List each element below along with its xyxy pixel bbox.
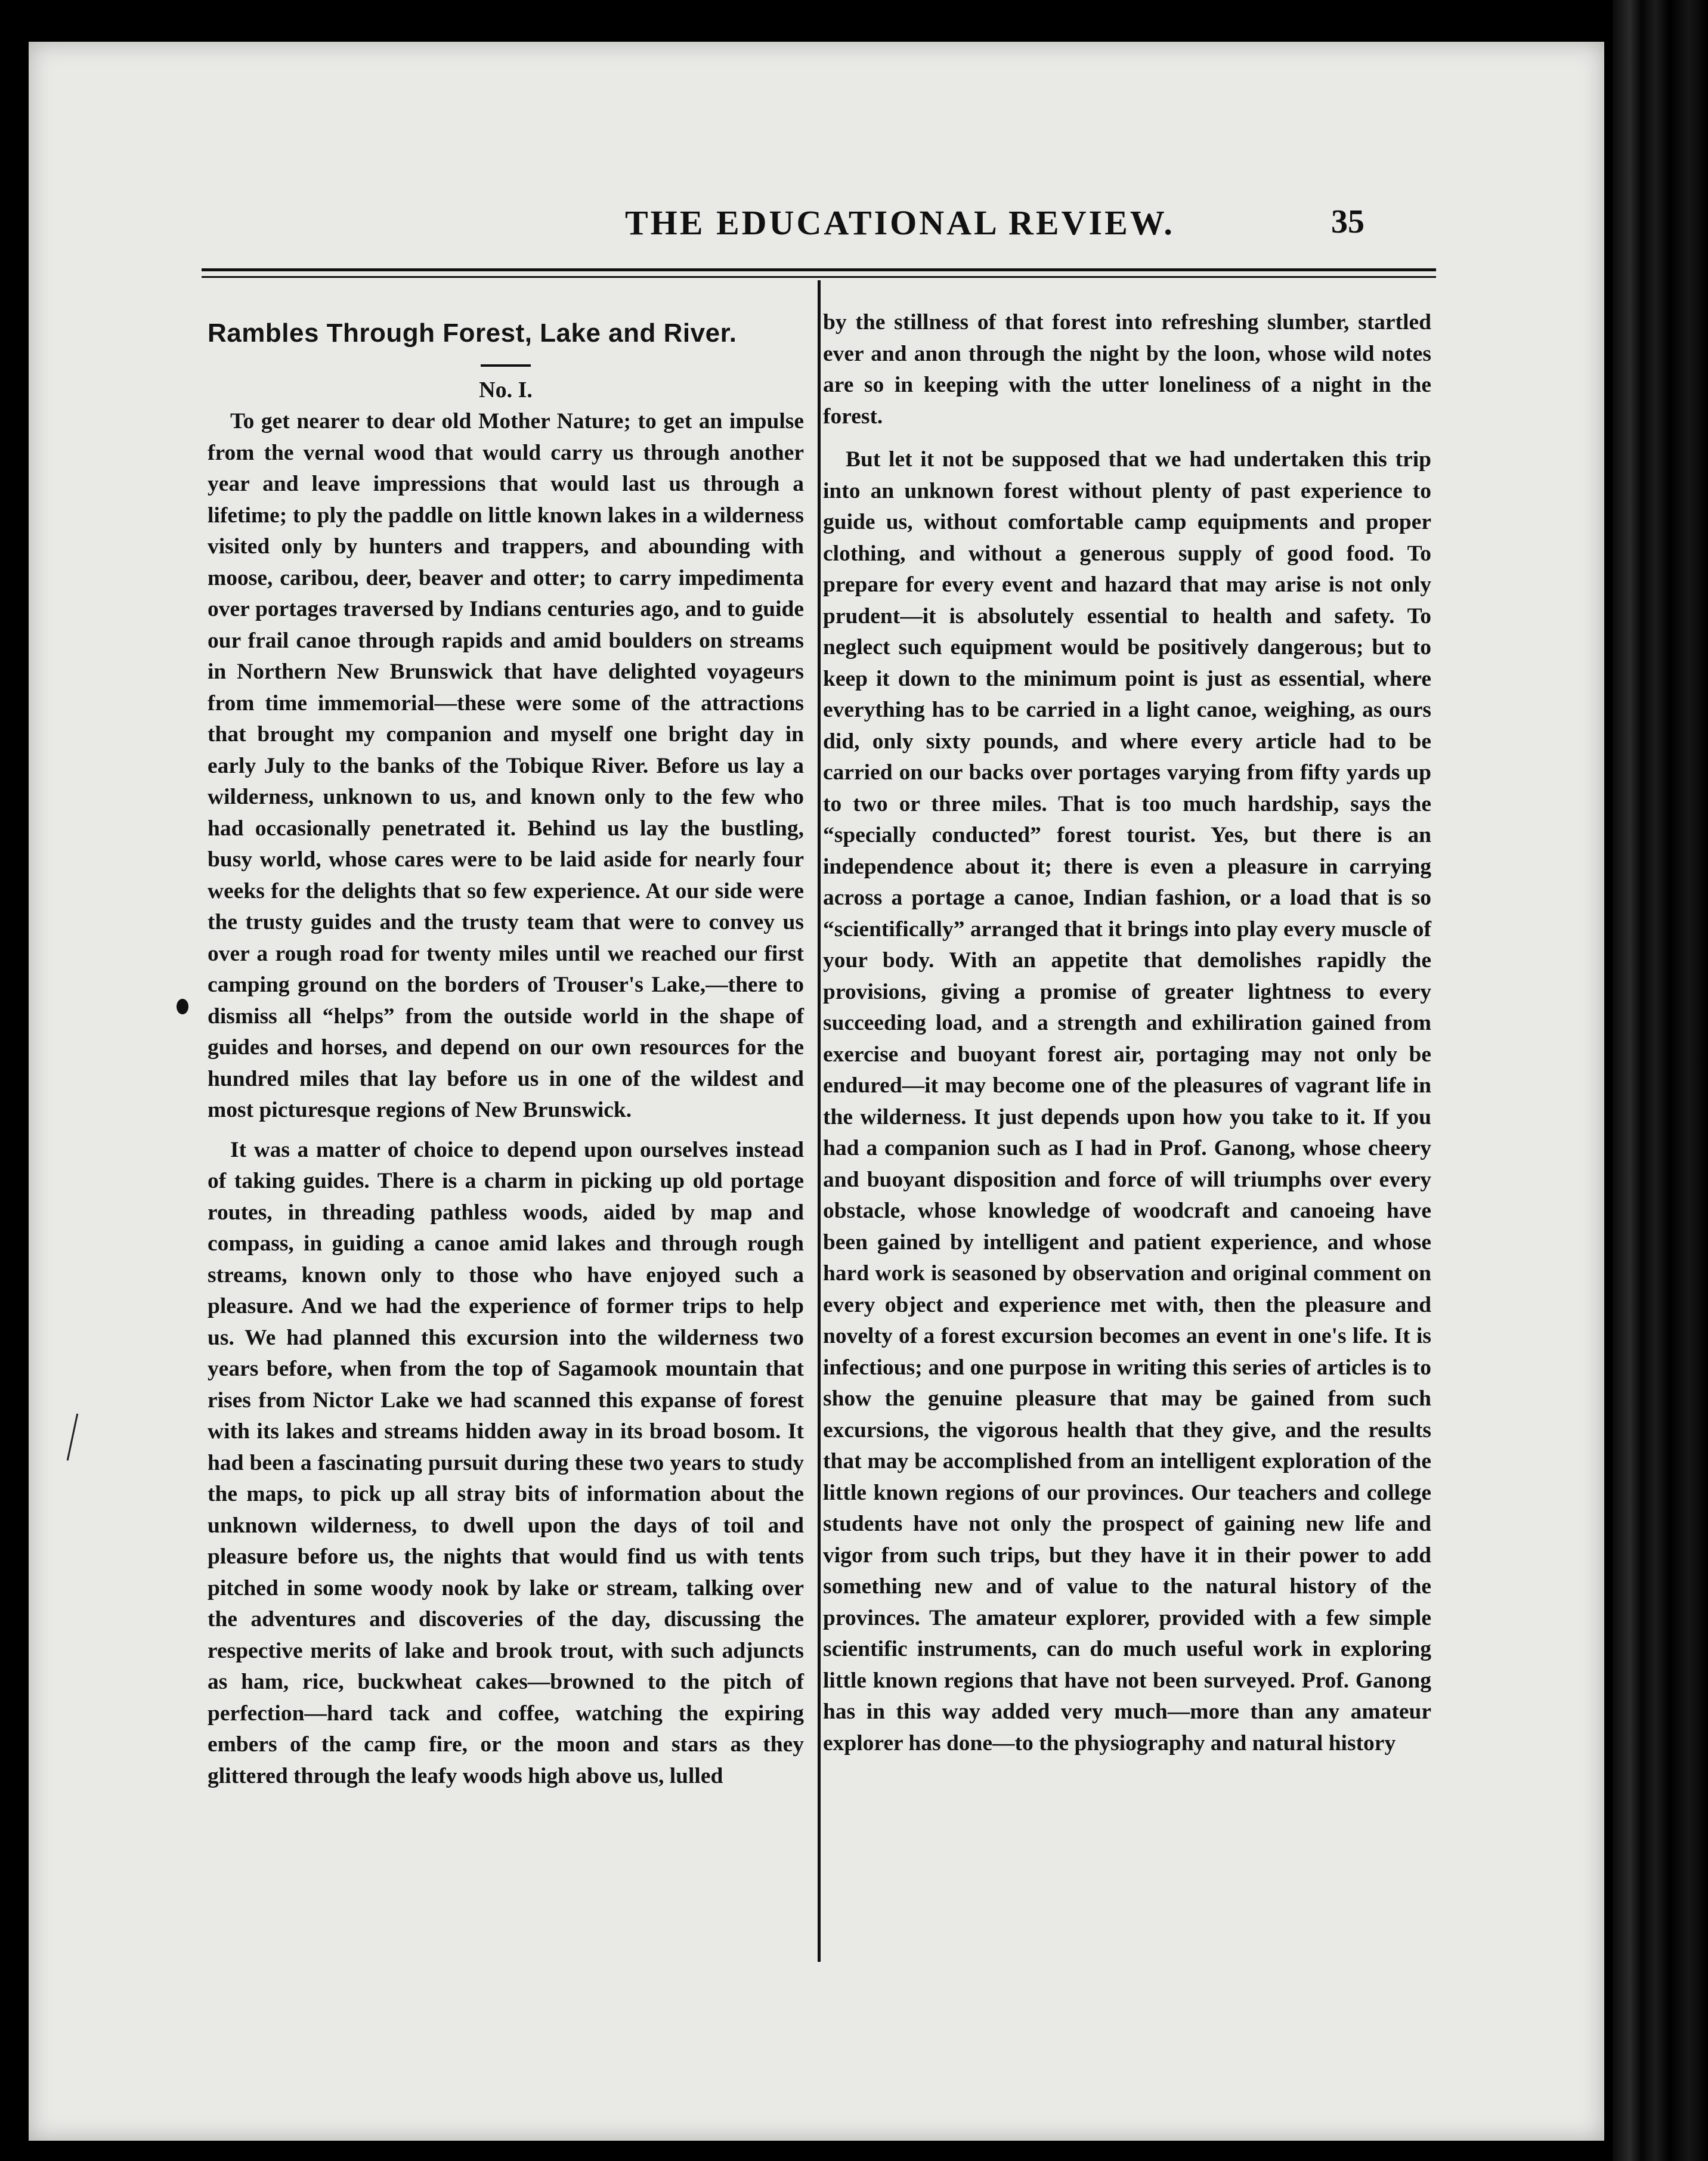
- column-divider: [818, 280, 821, 1962]
- ink-speck: [177, 999, 188, 1014]
- article-title: Rambles Through Forest, Lake and River.: [208, 318, 737, 348]
- right-paragraph-1: by the stillness of that forest into refreshing slumber, startled ever and anon through the night by the loon, whose wild notes are so in keeping with the utter loneliness of a night in the forest.: [823, 310, 1431, 429]
- scanned-page: [29, 42, 1604, 2141]
- title-rule: [481, 364, 531, 367]
- left-paragraph-1: To get nearer to dear old Mother Nature; to get an impulse from the vernal wood that would carry us through another year and leave impressions that would last us through a lifetime; to ply the paddle on little known lakes in a wilderness visited only by hunters and trappers, and abounding with moose, caribou, deer, beaver and otter; to carry impedimenta over portages traversed by Indians centuries ago, and to guide our frail canoe through rapids and amid boulders on streams in Northern New Brunswick that have delighted voyageurs from time immemorial—these were some of the attractions that brought my companion and myself one bright day in early July to the banks of the Tobique River. Before us lay a wilderness, unknown to us, and known only to the few who had occasionally penetrated it. Behind us lay the bustling, busy world, whose cares were to be laid aside for nearly four weeks for the delights that so few experience. At our side were the trusty guides and the trusty team that were to convey us over a rough road for twenty miles until we reached our first camping ground on the borders of Trouser's Lake,—there to dismiss all “helps” from the outside world in the shape of guides and horses, and depend on our own resources for the hundred miles that lay before us in one of the wildest and most picturesque regions of New Brunswick.: [208, 409, 804, 1122]
- right-column: [823, 307, 1431, 1767]
- film-scratch: [67, 1414, 79, 1461]
- right-paragraph-2: But let it not be supposed that we had undertaken this trip into an unknown forest without plenty of past experience to guide us, without comfortable camp equipments and proper clothing, and without a generous supply of good food. To prepare for every event and hazard that may arise is not only prudent—it is absolutely essential to health and safety. To neglect such equipment would be positively dangerous; but to keep it down to the minimum point is just as essential, where everything has to be carried in a light canoe, weighing, as ours did, only sixty pounds, and where every article had to be carried on our backs over portages varying from fifty yards up to two or three miles. That is too much hardship, says the “specially conducted” forest tourist. Yes, but there is an independence about it; there is even a pleasure in carrying across a portage a canoe, Indian fashion, or a load that is so “scientifically” arranged that it brings into play every muscle of your body. With an appetite that demolishes rapidly the provisions, giving a promise of greater lightness to every succeeding load, and a strength and exhiliration gained from exercise and buoyant forest air, portaging may not only be endured—it may become one of the pleasures of vagrant life in the wilderness. It just depends upon how you take to it. If you had a companion such as I had in Prof. Ganong, whose cheery and buoyant disposition and force of will triumphs over every obstacle, whose knowledge of woodcraft and canoeing have been gained by intelligent and patient experience, and whose hard work is seasoned by observation and original comment on every object and experience met with, then the pleasure and novelty of a forest excursion becomes an event in one's life. It is infectious; and one purpose in writing this series of articles is to show the genuine pleasure that may be gained from such excursions, the vigorous health that they give, and the results that may be accomplished from an intelligent exploration of the little known regions of our provinces. Our teachers and college students have not only the prospect of gaining new life and vigor from such trips, but they have it in their power to add something new and of value to the natural history of the provinces. The amateur explorer, provided with a few simple scientific instruments, can do much useful work in exploring little known regions that have not been surveyed. Prof. Ganong has in this way added very much—more than any amateur explorer has done—to the physiography and natural history: [823, 447, 1431, 1756]
- running-head: [29, 203, 1604, 250]
- left-column: [208, 307, 804, 1800]
- journal-title: THE EDUCATIONAL REVIEW.: [625, 203, 1175, 242]
- installment-number: No. I.: [479, 377, 533, 403]
- left-paragraph-2: It was a matter of choice to depend upon ourselves instead of taking guides. There is a charm in picking up old portage routes, in threading pathless woods, aided by map and compass, in guiding a canoe amid lakes and through rough streams, known only to those who have enjoyed such a pleasure. And we had the experience of former trips to help us. We had planned this excursion into the wilderness two years before, when from the top of Sagamook mountain that rises from Nictor Lake we had scanned this expanse of forest with its lakes and streams hidden away in its broad bosom. It had been a fascinating pursuit during these two years to study the maps, to pick up all stray bits of information about the unknown wilderness, to dwell upon the days of toil and pleasure before us, the nights that would find us with tents pitched in some woody nook by lake or stream, talking over the adventures and discoveries of the day, discussing the respective merits of lake and brook trout, with such adjuncts as ham, rice, buckwheat cakes—browned to the pitch of perfection—hard tack and coffee, watching the expiring embers of the camp fire, or the moon and stars as they glittered through the leafy woods high above us, lulled: [208, 1137, 804, 1788]
- microfilm-edge: [1613, 0, 1708, 2161]
- page-number: 35: [1331, 203, 1364, 240]
- header-double-rule: [202, 268, 1436, 278]
